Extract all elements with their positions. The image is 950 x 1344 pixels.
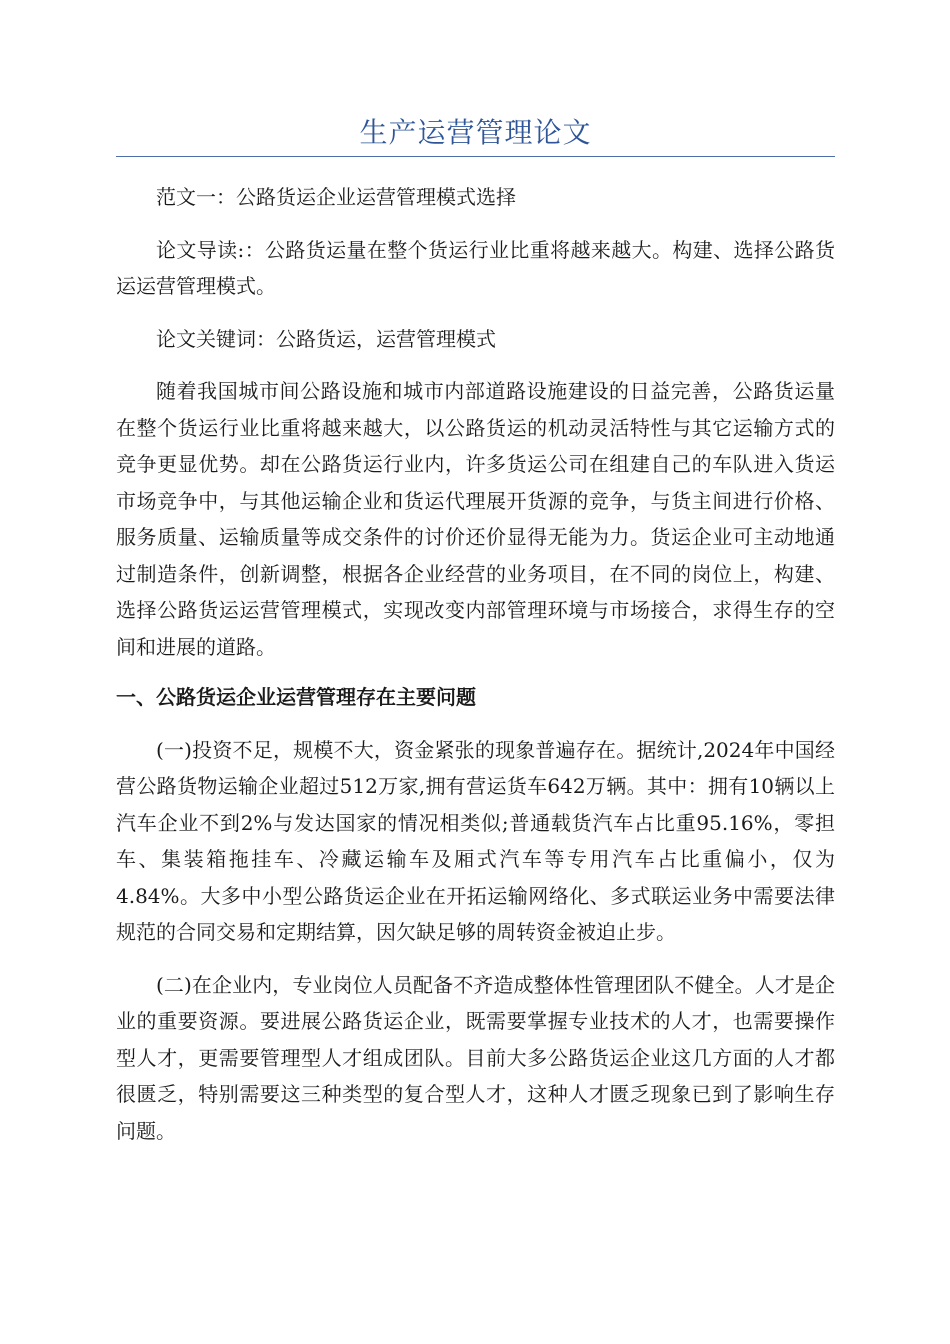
paragraph-intro: 随着我国城市间公路设施和城市内部道路设施建设的日益完善，公路货运量在整个货运行业比重将越来越大，以公路货运的机动灵活特性与其它运输方式的竞争更显优势。却在公路货运行业内，许多货运公司在组建自己的车队进入货运市场竞争中，与其他运输企业和货运代理展开货源的竞争，与货主间进行价格、服务质量、运输质量等成交条件的讨价还价显得无能为力。货运企业可主动地通过制造条件，创新调整，根据各企业经营的业务项目，在不同的岗位上，构建、选择公路货运运营管理模式，实现改变内部管理环境与市场接合，求得生存的空间和进展的道路。: [116, 379, 835, 659]
paragraph-abstract: 论文导读:：公路货运量在整个货运行业比重将越来越大。构建、选择公路货运运营管理模式。: [116, 237, 835, 298]
document-page: [116, 0, 835, 1149]
title-underline: [116, 156, 835, 157]
paragraph-keywords: 论文关键词：公路货运，运营管理模式: [156, 326, 496, 351]
paragraph-issue-2: (二)在企业内，专业岗位人员配备不齐造成整体性管理团队不健全。人才是企业的重要资源。要进展公路货运企业，既需要掌握专业技术的人才，也需要操作型人才，更需要管理型人才组成团队。目前大多公路货运企业这几方面的人才都很匮乏，特别需要这三种类型的复合型人才，这种人才匮乏现象已到了影响生存问题。: [116, 972, 835, 1143]
paragraph-issue-1: (一)投资不足，规模不大，资金紧张的现象普遍存在。据统计,2024年中国经营公路货物运输企业超过512万家,拥有营运货车642万辆。其中：拥有10辆以上汽车企业不到2%与发达国家的情况相类似;普通载货汽车占比重95.16%，零担车、集装箱拖挂车、冷藏运输车及厢式汽车等专用汽车占比重偏小，仅为4.84%。大多中小型公路货运企业在开拓运输网络化、多式联运业务中需要法律规范的合同交易和定期结算，因欠缺足够的周转资金被迫止步。: [116, 737, 835, 944]
document-title: 生产运营管理论文: [359, 116, 592, 149]
section-heading-1: 一、公路货运企业运营管理存在主要问题: [116, 685, 476, 709]
paragraph-sample-heading: 范文一：公路货运企业运营管理模式选择: [156, 185, 516, 209]
